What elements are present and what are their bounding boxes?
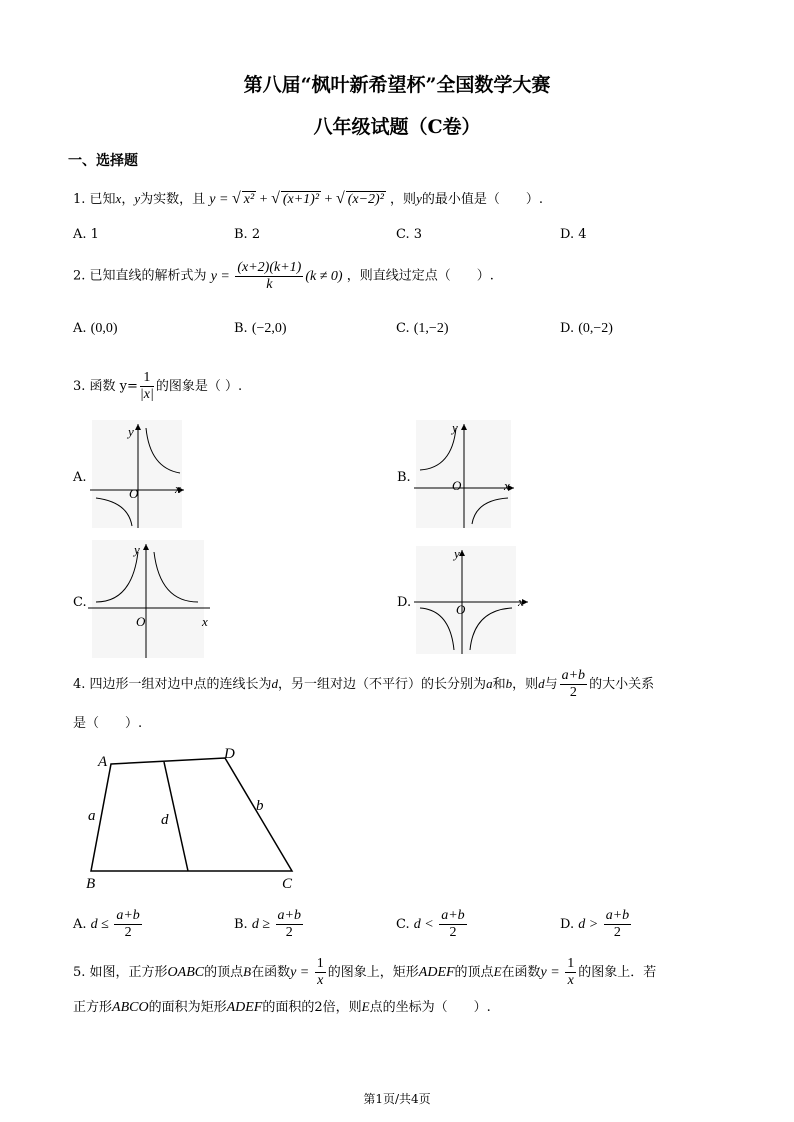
q1-option-d: D. 4 — [560, 227, 587, 242]
question-5-line-2: 正方形ABCO的面积为矩形ADEF的面积的2倍，则E点的坐标为（ ）. — [73, 999, 491, 1015]
svg-text:d: d — [161, 812, 169, 828]
question-1: 1. 已知x，y为实数，且 y = √ x² + √ (x+1)² + √ (x−2)² ，则y的最小值是（ ）. — [73, 190, 543, 207]
svg-text:D: D — [224, 746, 235, 762]
svg-text:B: B — [86, 876, 96, 892]
svg-text:y: y — [454, 546, 460, 561]
q2-option-d: D. (0,−2) — [560, 321, 613, 336]
svg-text:y: y — [452, 420, 458, 435]
exam-subtitle: 八年级试题（C卷） — [313, 116, 481, 138]
svg-text:O: O — [136, 614, 146, 629]
q4-option-c: C. d < $\frac{a+b}{2}$ — [396, 908, 465, 940]
svg-text:x: x — [202, 614, 208, 629]
page-footer: 第1页/共4页 — [363, 1092, 431, 1106]
svg-text:A: A — [98, 754, 108, 770]
question-2: 2. 已知直线的解析式为 y = $\frac{(x+2)(k+1)}{k}$ (k ≠ 0) ，则直线过定点（ ）. — [73, 260, 494, 292]
question-4-line-2: 是（ ）. — [73, 716, 143, 731]
svg-text:O: O — [452, 478, 462, 493]
q3-graph-b — [412, 418, 520, 530]
q4-option-b: B. d ≥ $\frac{a+b}{2}$ — [234, 908, 301, 940]
q2-option-a: A. (0,0) — [73, 321, 118, 336]
q4-option-d: D. d > $\frac{a+b}{2}$ — [560, 908, 630, 940]
q3-label-b: B. — [397, 470, 411, 485]
svg-text:O: O — [129, 486, 139, 501]
q3-label-a: A. — [73, 470, 87, 485]
svg-text:y: y — [134, 542, 140, 557]
q4-option-a: A. d ≤ $\frac{a+b}{2}$ — [73, 908, 140, 940]
q2-option-b: B. (−2,0) — [234, 321, 287, 336]
svg-text:y: y — [128, 424, 134, 439]
svg-text:C: C — [282, 876, 293, 892]
q1-option-c: C. 3 — [396, 227, 423, 242]
section-heading: 一、选择题 — [68, 153, 138, 169]
svg-text:x: x — [504, 478, 510, 493]
exam-title: 第八届“枫叶新希望杯”全国数学大赛 — [243, 74, 551, 96]
q4-quadrilateral-figure — [80, 740, 310, 892]
q3-label-c: C. — [73, 595, 87, 610]
q3-graph-c — [88, 538, 216, 660]
svg-text:O: O — [456, 602, 466, 617]
q3-graph-d — [412, 544, 532, 658]
svg-text:x: x — [518, 594, 524, 609]
question-3: 3. 函数 y= $\frac{1}{|x|}$ 的图象是（ ）. — [73, 370, 243, 402]
q3-graph-a — [88, 418, 188, 530]
q1-option-a: A. 1 — [73, 227, 99, 242]
question-4: 4. 四边形一组对边中点的连线长为d，另一组对边（不平行）的长分别为a和b，则d与 $\frac{a+b}{2}$ 的大小关系 — [73, 668, 655, 700]
question-5: 5. 如图，正方形OABC的顶点B在函数y = $\frac{1}{x}$ 的图象上，矩形ADEF的顶点E在函数y = $\frac{1}{x}$ 的图象上．若 — [73, 956, 657, 988]
svg-text:b: b — [256, 798, 264, 814]
q2-option-c: C. (1,−2) — [396, 321, 449, 336]
svg-text:x: x — [175, 481, 181, 496]
q1-option-b: B. 2 — [234, 227, 261, 242]
q3-label-d: D. — [397, 595, 412, 610]
svg-text:a: a — [88, 808, 96, 824]
